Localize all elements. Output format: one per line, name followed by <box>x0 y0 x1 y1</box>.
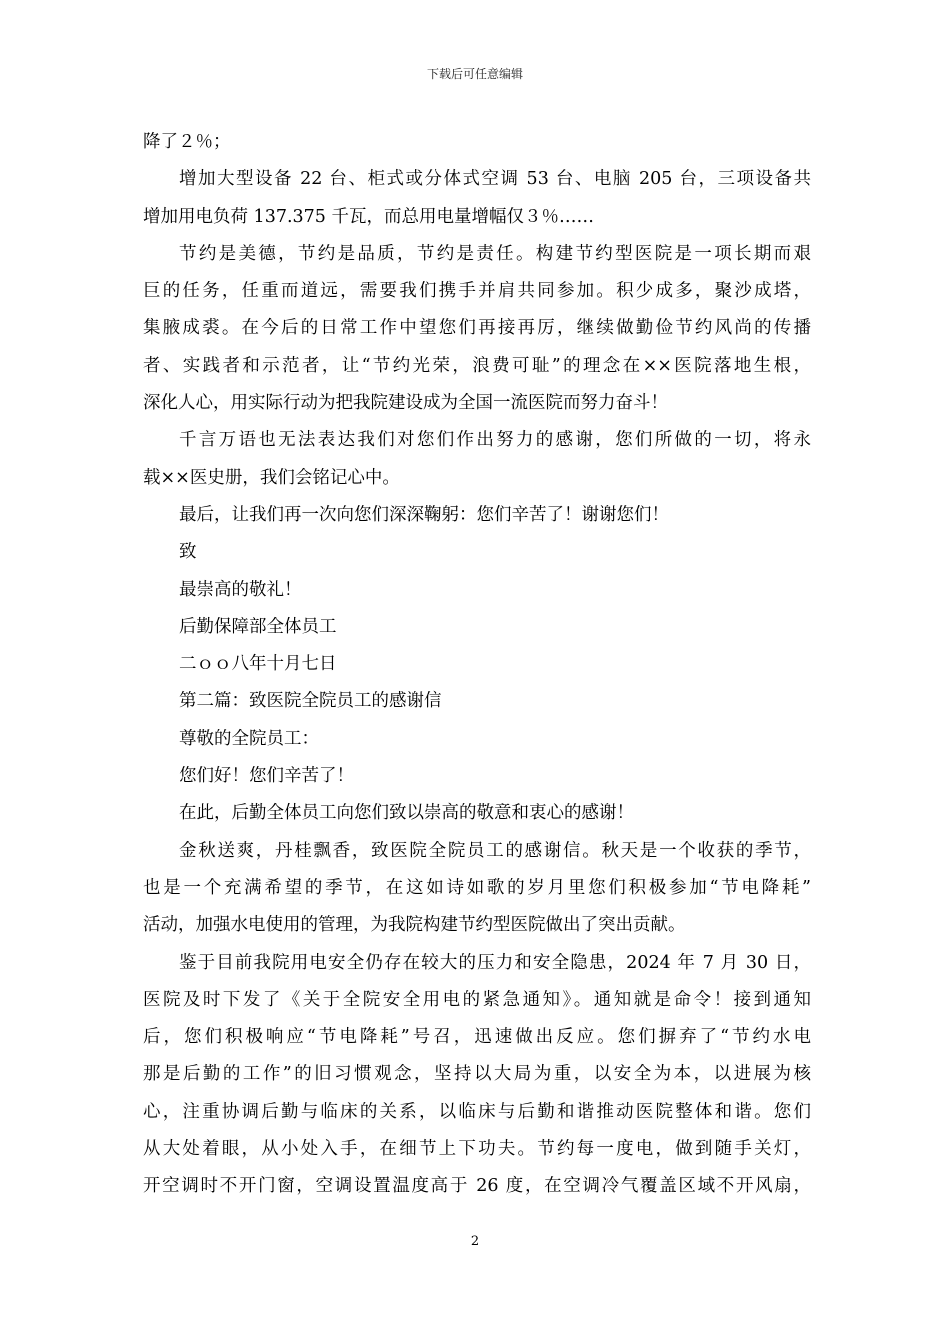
document-body <box>143 124 811 1206</box>
text-line: 活动，加强水电使用的管理，为我院构建节约型医院做出了突出贡献。 <box>143 915 686 936</box>
text-line: 千言万语也无法表达我们对您们作出努力的感谢，您们所做的一切，将永 <box>179 430 811 451</box>
text-line: 致 <box>179 542 197 563</box>
text-line: 增加大型设备 22 台、柜式或分体式空调 53 台、电脑 205 台，三项设备共 <box>179 169 811 190</box>
text-line: 也是一个充满希望的季节，在这如诗如歌的岁月里您们积极参加“节电降耗” <box>143 877 811 898</box>
text-line: 在此，后勤全体员工向您们致以崇高的敬意和衷心的感谢！ <box>179 803 634 824</box>
text-line: 巨的任务，任重而道远，需要我们携手并肩共同参加。积少成多，聚沙成塔， <box>143 281 811 302</box>
text-line: 集腋成裘。在今后的日常工作中望您们再接再厉，继续做勤俭节约风尚的传播 <box>143 318 811 339</box>
text-line: 节约是美德，节约是品质，节约是责任。构建节约型医院是一项长期而艰 <box>179 243 811 264</box>
text-line: 最崇高的敬礼！ <box>179 579 302 600</box>
text-line: 最后，让我们再一次向您们深深鞠躬：您们辛苦了！谢谢您们！ <box>179 504 669 525</box>
text-line: 金秋送爽，丹桂飘香，致医院全院员工的感谢信。秋天是一个收获的季节， <box>179 840 811 861</box>
text-line: 载××医史册，我们会铭记心中。 <box>143 467 400 488</box>
text-line: 增加用电负荷 137.375 千瓦，而总用电量增幅仅３％…… <box>143 206 594 227</box>
text-line: 后勤保障部全体员工 <box>179 616 337 637</box>
text-line: 从大处着眼，从小处入手，在细节上下功夫。节约每一度电，做到随手关灯， <box>143 1139 811 1160</box>
page-number: 2 <box>470 1234 480 1249</box>
text-line: 尊敬的全院员工： <box>179 728 319 749</box>
text-line: 医院及时下发了《关于全院安全用电的紧急通知》。通知就是命令！接到通知 <box>143 989 811 1010</box>
text-line: 降了２％； <box>143 132 231 152</box>
text-line: 者、实践者和示范者，让“节约光荣，浪费可耻”的理念在××医院落地生根， <box>143 355 811 376</box>
page-header: 下载后可任意编辑 <box>426 67 523 81</box>
text-line: 鉴于目前我院用电安全仍存在较大的压力和安全隐患，2024 年 7 月 30 日， <box>179 952 811 973</box>
text-line: 您们好！您们辛苦了！ <box>179 766 354 787</box>
text-line: 深化人心，用实际行动为把我院建设成为全国一流医院而努力奋斗！ <box>143 393 668 414</box>
text-line: 二ｏｏ八年十月七日 <box>179 654 337 675</box>
text-line: 第二篇：致医院全院员工的感谢信 <box>179 691 442 712</box>
text-line: 后，您们积极响应“节电降耗”号召，迅速做出反应。您们摒弃了“节约水电 <box>143 1027 811 1048</box>
text-line: 心，注重协调后勤与临床的关系，以临床与后勤和谐推动医院整体和谐。您们 <box>143 1101 811 1122</box>
text-line: 开空调时不开门窗，空调设置温度高于 26 度，在空调冷气覆盖区域不开风扇， <box>143 1176 811 1197</box>
text-line: 那是后勤的工作”的旧习惯观念，坚持以大局为重，以安全为本，以进展为核 <box>143 1064 811 1085</box>
